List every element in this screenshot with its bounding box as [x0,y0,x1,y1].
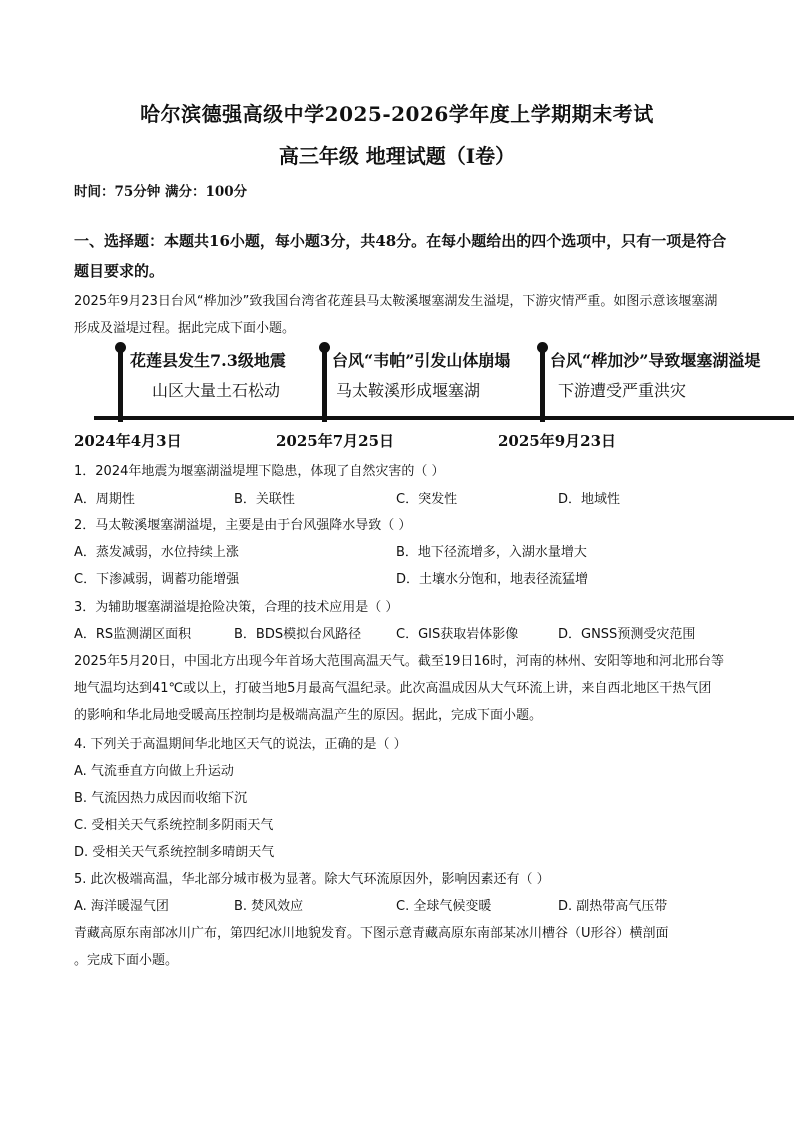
timeline-event-2-desc: 马太鞍溪形成堰塞湖 [336,381,481,400]
timeline-dot-2 [319,342,330,353]
question-4-option-b: B. 气流因热力成因而收缩下沉 [74,791,248,806]
question-4-option-c: C. 受相关天气系统控制多阴雨天气 [74,818,274,833]
section-instructions: 一、选择题：本题共16小题，每小题3分，共48分。在每小题给出的四个选项中，只有一项是符合题目要求的。 [74,232,727,280]
question-2-option-d: D．土壤水分饱和，地表径流猛增 [396,572,589,587]
question-3-option-b: B．BDS模拟台风路径 [234,627,362,642]
question-5-option-b: B. 焚风效应 [234,899,304,914]
question-3-option-c: C．GIS获取岩体影像 [396,627,519,642]
question-1-option-b: B．关联性 [234,492,295,507]
timeline-event-1-date: 2024年4月3日 [74,432,182,450]
timeline-axis [94,416,794,420]
timeline-event-3-desc: 下游遭受严重洪灾 [558,381,687,400]
timeline-event-1-desc: 山区大量土石松动 [152,381,281,400]
question-1-stem: 1．2024年地震为堰塞湖溢堤埋下隐患，体现了自然灾害的（ ） [74,464,445,479]
question-2-option-a: A．蒸发减弱，水位持续上涨 [74,545,239,560]
question-3-option-a: A．RS监测湖区面积 [74,627,192,642]
exam-subtitle: 高三年级 地理试题（Ⅰ卷） [278,144,516,168]
timeline-dot-1 [115,342,126,353]
question-2-stem: 2．马太鞍溪堰塞湖溢堤，主要是由于台风强降水导致（ ） [74,518,412,533]
timeline-figure [60,340,794,460]
exam-title: 哈尔滨德强高级中学2025-2026学年度上学期期末考试 [140,102,654,126]
question-2-option-b: B．地下径流增多，入湖水量增大 [396,545,587,560]
question-4-option-a: A. 气流垂直方向做上升运动 [74,764,234,779]
timeline-event-2-title: 台风“韦帕”引发山体崩塌 [332,351,511,370]
timeline-event-3-title: 台风“桦加沙”导致堰塞湖溢堤 [550,351,761,370]
timeline-tick-1 [118,344,123,422]
question-3-stem: 3．为辅助堰塞湖溢堤抢险决策，合理的技术应用是（ ） [74,600,399,615]
timeline-tick-3 [540,344,545,422]
question-1-option-c: C．突发性 [396,492,458,507]
question-2-option-c: C．下渗减弱，调蓄功能增强 [74,572,240,587]
timeline-tick-2 [322,344,327,422]
question-1-option-d: D．地域性 [558,492,621,507]
passage-3-line-2: 。完成下面小题。 [74,953,179,968]
timeline-event-2-date: 2025年7月25日 [276,432,395,450]
question-5-stem: 5. 此次极端高温，华北部分城市极为显著。除大气环流原因外，影响因素还有（ ） [74,872,550,887]
timeline-dot-3 [537,342,548,353]
question-4-option-d: D. 受相关天气系统控制多晴朗天气 [74,845,275,860]
question-5-option-a: A. 海洋暖湿气团 [74,899,169,914]
passage-2: 2025年5月20日，中国北方出现今年首场大范围高温天气。截至19日16时，河南的林州、安阳等地和河北邢台等地气温均达到41℃或以上，打破当地5月最高气温纪录。此次高温成因从大气环流上讲，来自西北地区干热气团的影响和华北局地受暖高压控制均是极端高温产生的原因。据此，完成下面小题。 [74,654,724,723]
time-info: 时间：75分钟 满分：100分 [74,184,248,200]
timeline-event-1-title: 花莲县发生7.3级地震 [130,351,286,370]
timeline-event-3-date: 2025年9月23日 [498,432,617,450]
question-1-option-a: A．周期性 [74,492,135,507]
question-5-option-c: C. 全球气候变暖 [396,899,492,914]
passage-1: 2025年9月23日台风“桦加沙”致我国台湾省花莲县马太鞍溪堰塞湖发生溢堤，下游灾情严重。如图示意该堰塞湖形成及溢堤过程。据此完成下面小题。 [74,294,718,336]
passage-3-line-1: 青藏高原东南部冰川广布，第四纪冰川地貌发育。下图示意青藏高原东南部某冰川槽谷（U形谷）横剖面 [74,926,669,941]
question-5-option-d: D. 副热带高气压带 [558,899,668,914]
question-3-option-d: D．GNSS预测受灾范围 [558,627,696,642]
question-4-stem: 4. 下列关于高温期间华北地区天气的说法，正确的是（ ） [74,737,407,752]
